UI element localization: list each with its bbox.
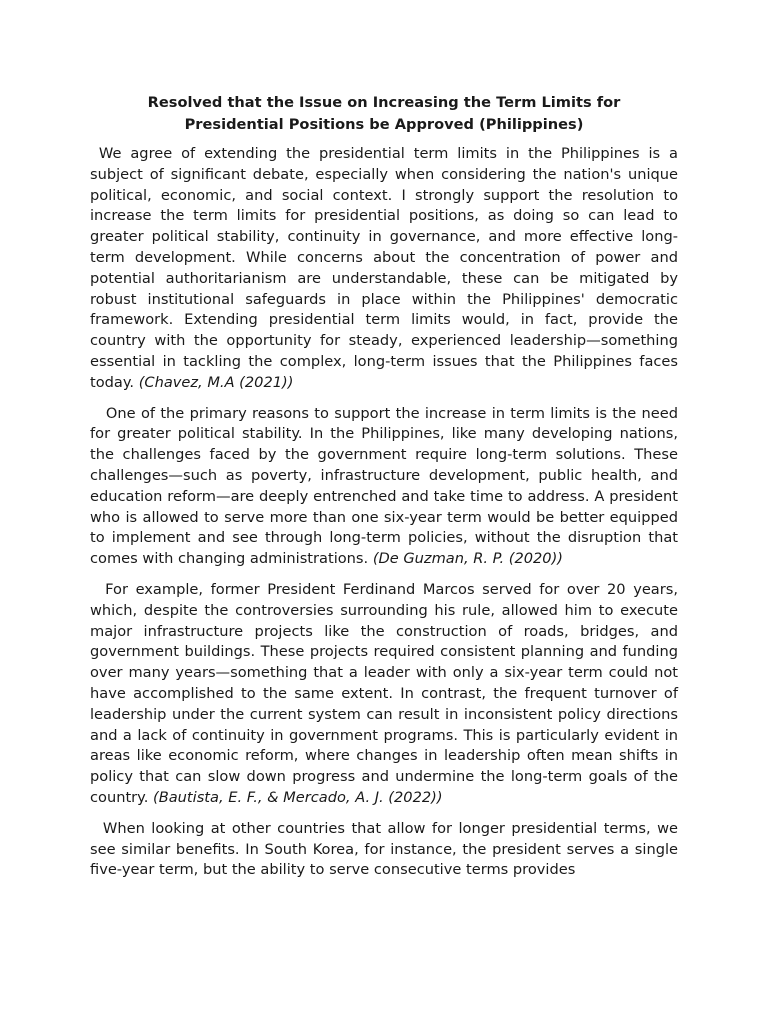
citation: (Bautista, E. F., & Mercado, A. J. (2022)) xyxy=(153,788,443,806)
paragraph-4 xyxy=(90,819,678,881)
citation: (Chavez, M.A (2021)) xyxy=(138,373,294,391)
paragraph-text: For example, former President Ferdinand Marcos served for over 20 years, which, despite the controversies surrounding his rule, allowed him to execute major infrastructure projects like the construction of roads, bridges, and government buildings. These projects required consistent planning and funding over many years—something that a leader with only a six-year term could not have accomplished to the same extent. In contrast, the frequent turnover of leadership under the current system can result in inconsistent policy directions and a lack of continuity in government programs. This is particularly evident in areas like economic reform, where changes in leadership often mean shifts in policy that can slow down progress and undermine the long-term goals of the country. xyxy=(90,580,678,806)
paragraph-2 xyxy=(90,404,678,570)
paragraph-text: We agree of extending the presidential term limits in the Philippines is a subject of significant debate, especially when considering the nation's unique political, economic, and social context. I strongly support the resolution to increase the term limits for presidential positions, as doing so can lead to greater political stability, continuity in governance, and more effective long-term development. While concerns about the concentration of power and potential authoritarianism are understandable, these can be mitigated by robust institutional safeguards in place within the Philippines' democratic framework. Extending presidential term limits would, in fact, provide the country with the opportunity for steady, experienced leadership—something essential in tackling the complex, long-term issues that the Philippines faces today. xyxy=(90,145,678,391)
document-title xyxy=(90,92,678,136)
paragraph-text: One of the primary reasons to support the increase in term limits is the need for greater political stability. In the Philippines, like many developing nations, the challenges faced by the government require long-term solutions. These challenges—such as poverty, infrastructure development, public health, and education reform—are deeply entrenched and take time to address. A president who is allowed to serve more than one six-year term would be better equipped to implement and see through long-term policies, without the disruption that comes with changing administrations. xyxy=(90,404,678,568)
paragraph-1 xyxy=(90,144,678,394)
paragraph-3 xyxy=(90,580,678,809)
paragraph-text: When looking at other countries that allow for longer presidential terms, we see similar benefits. In South Korea, for instance, the president serves a single five-year term, but the ability to serve consecutive terms provides xyxy=(90,819,678,879)
title-line-2: Presidential Positions be Approved (Philippines) xyxy=(184,116,584,133)
title-line-1: Resolved that the Issue on Increasing the Term Limits for xyxy=(147,94,621,111)
citation: (De Guzman, R. P. (2020)) xyxy=(372,550,563,568)
